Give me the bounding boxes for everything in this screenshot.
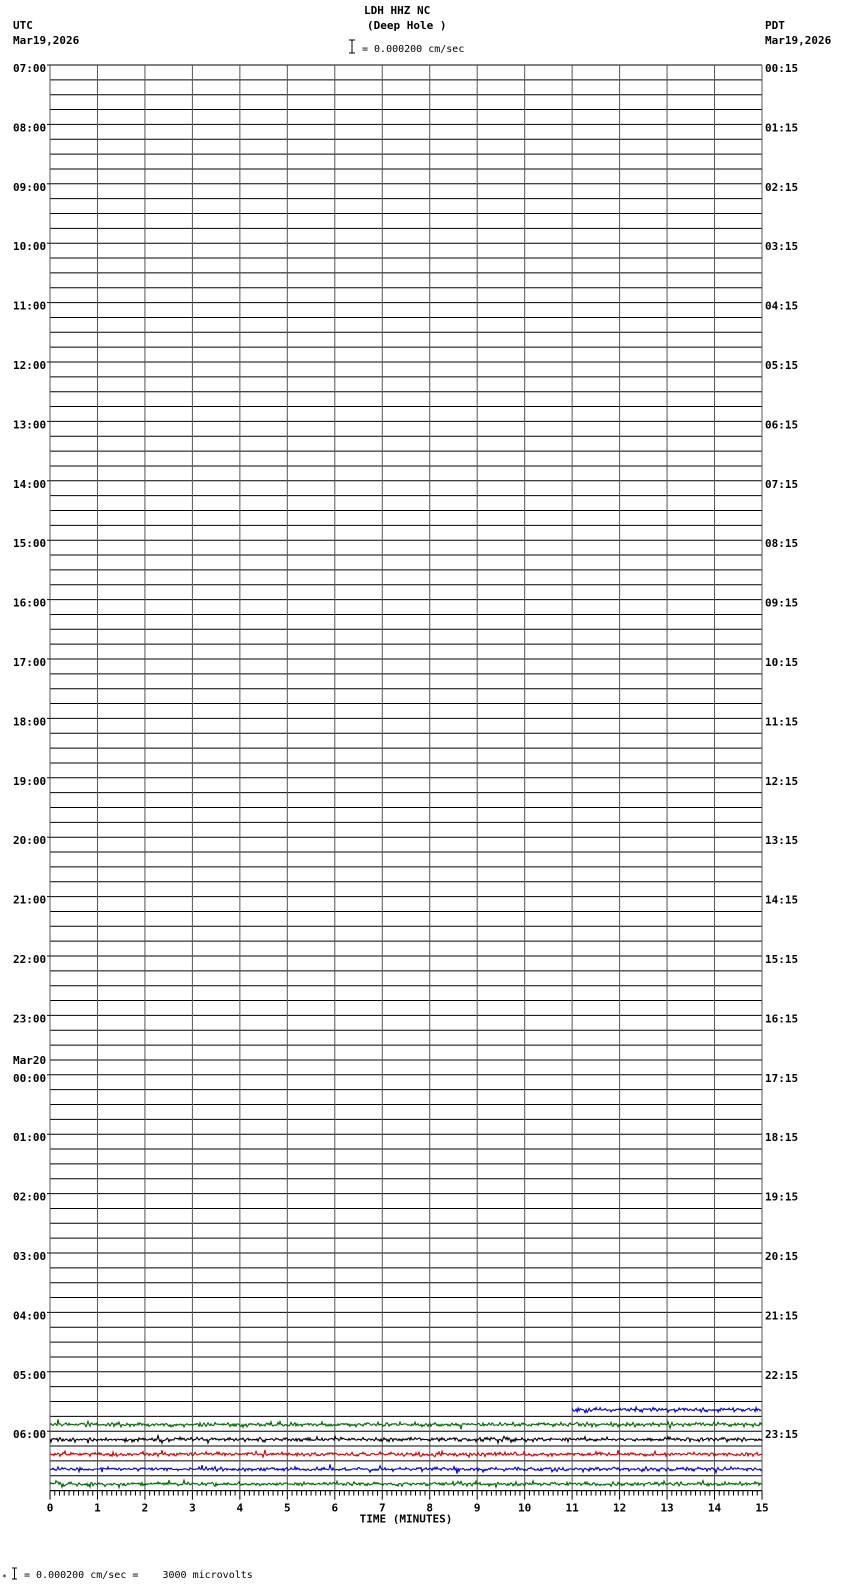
utc-hour-label: 21:00 [13,893,47,907]
seismic-trace [50,1436,762,1444]
utc-hour-label: 15:00 [13,537,47,551]
utc-hour-label: 19:00 [13,774,47,788]
pdt-hour-label: 22:15 [765,1368,799,1382]
pdt-hour-label: 11:15 [765,715,799,729]
utc-hour-label: 14:00 [13,477,47,491]
utc-hour-label: 07:00 [13,62,47,75]
x-axis-title: TIME (MINUTES) [359,1512,453,1526]
pdt-hour-label: 19:15 [765,1190,799,1204]
utc-hour-label: 01:00 [13,1131,47,1145]
pdt-hour-label: 04:15 [765,299,799,313]
right-date: Mar19,2026 [765,34,832,47]
seismic-trace [50,1450,762,1457]
x-tick-label: 10 [518,1501,532,1515]
pdt-hour-label: 01:15 [765,121,799,135]
pdt-hour-label: 23:15 [765,1428,799,1442]
footer-scale-label: = 0.000200 cm/sec = 3000 microvolts [24,1570,253,1581]
right-timezone: PDT [765,19,785,32]
pdt-hour-label: 16:15 [765,1012,799,1026]
station-location: (Deep Hole ) [367,19,447,32]
x-tick-label: 7 [378,1501,386,1515]
left-timezone: UTC [13,19,33,32]
pdt-hour-label: 06:15 [765,418,799,432]
x-tick-label: 9 [473,1501,481,1515]
pdt-hour-label: 08:15 [765,537,799,551]
utc-hour-label: 02:00 [13,1190,47,1204]
scale-label: = 0.000200 cm/sec [362,44,465,55]
x-tick-label: 13 [660,1501,674,1515]
pdt-hour-label: 05:15 [765,359,799,372]
utc-hour-label: 17:00 [13,656,47,669]
pdt-hour-label: 21:15 [765,1309,799,1323]
left-date: Mar19,2026 [13,34,80,47]
pdt-hour-label: 09:15 [765,596,799,610]
utc-hour-label: 18:00 [13,715,47,729]
utc-hour-label: 03:00 [13,1250,47,1263]
x-tick-label: 0 [46,1501,54,1515]
utc-hour-label: 12:00 [13,359,47,372]
pdt-hour-label: 00:15 [765,62,799,75]
pdt-hour-label: 10:15 [765,656,799,669]
footer-scale-bar-icon [12,1568,17,1579]
pdt-hour-label: 13:15 [765,834,799,848]
utc-hour-label: 04:00 [13,1309,47,1323]
utc-hour-label: 11:00 [13,299,47,313]
seismic-trace [50,1419,762,1429]
utc-hour-label: 05:00 [13,1368,47,1382]
pdt-hour-label: 03:15 [765,240,799,254]
utc-hour-label: 09:00 [13,180,47,194]
utc-hour-label: 06:00 [13,1428,47,1442]
pdt-hour-label: 14:15 [765,893,799,907]
x-tick-label: 14 [707,1501,722,1515]
utc-hour-label: 10:00 [13,240,47,254]
x-tick-label: 4 [236,1501,244,1515]
pdt-hour-label: 20:15 [765,1250,799,1263]
utc-hour-label: 23:00 [13,1012,47,1026]
seismic-trace [50,1480,762,1488]
utc-hour-label: 13:00 [13,418,47,432]
x-tick-label: 3 [189,1501,196,1515]
pdt-hour-label: 15:15 [765,953,799,966]
x-tick-label: 2 [141,1501,149,1515]
station-title: LDH HHZ NC [364,4,431,17]
pdt-hour-label: 07:15 [765,477,799,491]
x-tick-label: 12 [612,1501,627,1515]
x-tick-label: 6 [331,1501,339,1515]
utc-hour-label: 20:00 [13,834,47,848]
utc-hour-label: 16:00 [13,596,47,610]
x-tick-label: 8 [426,1501,434,1515]
pdt-hour-label: 12:15 [765,774,799,788]
x-tick-label: 1 [94,1501,101,1515]
pdt-hour-label: 17:15 [765,1071,799,1085]
pdt-hour-label: 02:15 [765,180,799,194]
utc-date-change-label: Mar20 [13,1053,47,1067]
utc-hour-label: 08:00 [13,121,47,135]
x-tick-label: 15 [755,1501,769,1515]
utc-hour-label: 22:00 [13,953,47,966]
x-tick-label: 5 [284,1501,291,1515]
pdt-hour-label: 18:15 [765,1131,799,1145]
footer-marker: * [2,1573,7,1582]
scale-bar-icon [349,40,355,53]
utc-hour-label: 00:00 [13,1071,47,1085]
x-tick-label: 11 [565,1501,579,1515]
seismic-trace [50,1464,762,1473]
